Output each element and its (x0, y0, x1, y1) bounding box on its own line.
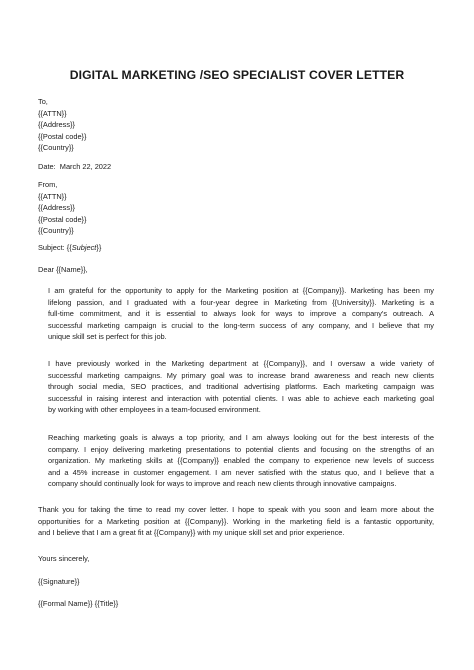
paragraph-4-line: opportunities for a Marketing position at {{Company}}. Working in the marketing field is a fantastic opportunity, (38, 516, 434, 526)
paragraph-3-line: Reaching marketing goals is always a top priority, and I am always looking out for the best interests of the (48, 433, 434, 442)
document-title: DIGITAL MARKETING /SEO SPECIALIST COVER LETTER (69, 68, 405, 82)
paragraph-1-line: successful marketing campaign is crucial to the long-term success of any company, and I believe that my (48, 320, 434, 330)
date-value: March 22, 2022 (59, 162, 112, 171)
paragraph-4-line: Thank you for taking the time to read my cover letter. I hope to speak with you soon and learn more about the (38, 505, 434, 514)
paragraph-1-line: unique skill set is perfect for this job. (48, 332, 167, 342)
paragraph-2 (48, 358, 434, 416)
salutation: Dear {{Name}}, (38, 265, 88, 274)
sender-postal-code: {{Postal code}} (38, 214, 87, 224)
paragraph-1-line: I am grateful for the opportunity to apply for the Marketing position at {{Company}}. Marketing has been my (48, 286, 434, 295)
paragraph-4 (38, 504, 434, 539)
paragraph-2-line: successful marketing campaigns. My primary goal was to increase brand awareness and reach new clients (48, 370, 434, 380)
recipient-postal-code: {{Postal code}} (38, 131, 87, 141)
paragraph-3-line: company. I enjoy delivering marketing presentations to potential clients and focusing on the strengths of an (48, 444, 434, 454)
paragraph-1-line: full-time commitment, and it is essential to always look for ways to improve a company's outreach. A (48, 309, 434, 319)
paragraph-3 (48, 432, 434, 490)
date-line (38, 161, 436, 173)
recipient-block (38, 96, 436, 154)
paragraph-3-line: organization. My marketing skills at {{Company}} enabled the company to experience new levels of success (48, 456, 434, 466)
paragraph-3-line: company should continually look for ways to improve and reach new clients through innovative campaigns. (48, 479, 397, 489)
sender-from: From, (38, 180, 58, 189)
paragraph-3-line: and a 45% increase in customer engagement. I am never satisfied with the status quo, and I believe that a (48, 467, 434, 477)
subject-value: Subject (71, 243, 97, 252)
recipient-country: {{Country}} (38, 143, 74, 153)
paragraph-2-line: through social media, SEO practices, and traditional advertising platforms. Each marketing campaign was (48, 382, 434, 392)
subject-close: }} (96, 243, 102, 252)
subject-label: Subject: {{ (38, 243, 72, 252)
closing: Yours sincerely, (38, 554, 90, 563)
paragraph-2-line: by working with other employees in a team-focused environment. (48, 405, 261, 415)
paragraph-1 (48, 285, 434, 343)
subject-line (38, 242, 436, 254)
recipient-attn: {{ATTN}} (38, 108, 67, 118)
sender-country: {{Country}} (38, 226, 74, 236)
paragraph-1-line: lifelong passion, and I graduated with a four-year degree in Marketing from {{University}}. Marketing is a (48, 297, 434, 307)
signature: {{Signature}} (38, 577, 80, 586)
sender-attn: {{ATTN}} (38, 191, 67, 201)
sender-block (38, 179, 436, 237)
date-label: Date: (38, 162, 56, 171)
paragraph-2-line: successful in raising interest and interaction with potential clients. I was able to achieve each marketing goal (48, 393, 434, 403)
recipient-address: {{Address}} (38, 120, 75, 130)
formal-name-title: {{Formal Name}} {{Title}} (38, 599, 119, 608)
sender-address: {{Address}} (38, 203, 75, 213)
paragraph-4-line: and I believe that I am a great fit at {{Company}} with my unique skill set and prior experience. (38, 528, 345, 538)
recipient-to: To, (38, 97, 48, 106)
paragraph-2-line: I have previously worked in the Marketing department at {{Company}}, and I oversaw a wide variety of (48, 359, 434, 368)
